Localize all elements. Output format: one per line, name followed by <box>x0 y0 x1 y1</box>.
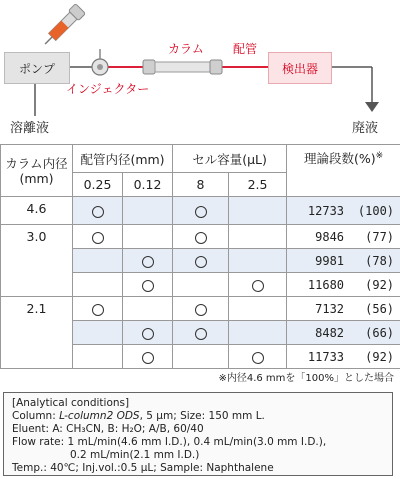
cell-plate-number <box>287 297 400 321</box>
hplc-flow-diagram <box>0 0 400 142</box>
circle-mark-icon <box>195 328 207 340</box>
row-column-id: 3.0 <box>1 225 73 297</box>
table-body <box>1 197 400 369</box>
cell-p025 <box>73 297 123 321</box>
cell-plate-number <box>287 345 400 369</box>
eluent-label: 溶離液 <box>10 121 50 136</box>
column-label: カラム <box>168 42 204 56</box>
header-plate-number <box>287 145 400 197</box>
circle-mark-icon <box>142 256 154 268</box>
syringe-icon <box>40 4 85 49</box>
cell-c8 <box>173 345 229 369</box>
cell-plate-number <box>287 273 400 297</box>
plate-number-percent: (78) <box>365 253 395 268</box>
cell-p025 <box>73 225 123 249</box>
cell-c25 <box>229 321 287 345</box>
detector-label: 検出器 <box>281 61 318 76</box>
pump-label: ポンプ <box>18 61 55 76</box>
analytical-conditions-box <box>3 392 393 476</box>
plate-number-percent: (92) <box>365 277 395 292</box>
row-column-id: 2.1 <box>1 297 73 369</box>
cell-plate-number <box>287 197 400 225</box>
cell-c8 <box>173 225 229 249</box>
cell-plate-number <box>287 225 400 249</box>
circle-mark-icon <box>92 206 104 218</box>
plate-number-percent: (66) <box>365 325 395 340</box>
table-row <box>1 297 400 321</box>
cell-p012 <box>123 273 173 297</box>
subheader-cell-8: 8 <box>173 173 229 197</box>
cell-p012 <box>123 321 173 345</box>
table-row <box>1 225 400 249</box>
conditions-column-prefix: Column: <box>12 410 60 422</box>
plate-number-value: 8482 <box>315 325 345 340</box>
plate-number-percent: (92) <box>365 349 395 364</box>
conditions-column-suffix: , 5 μm; Size: 150 mm L. <box>139 410 265 422</box>
circle-mark-icon <box>92 232 104 244</box>
header-cell-volume-label: セル容量(μL) <box>192 151 267 167</box>
header-cell-volume <box>173 145 287 173</box>
subheader-pipe-012: 0.12 <box>123 173 173 197</box>
subheader-pipe-025: 0.25 <box>73 173 123 197</box>
plate-number-percent: (77) <box>365 229 395 244</box>
cell-c8 <box>173 273 229 297</box>
plate-number-value: 12733 <box>307 203 345 218</box>
cell-p025 <box>73 321 123 345</box>
circle-mark-icon <box>92 304 104 316</box>
circle-mark-icon <box>195 232 207 244</box>
pump-box <box>4 52 70 84</box>
plate-number-table <box>0 144 400 369</box>
circle-mark-icon <box>252 280 264 292</box>
row-column-id: 4.6 <box>1 197 73 225</box>
header-column-id <box>1 145 73 197</box>
injector-valve-icon <box>92 49 108 75</box>
header-column-id-label: カラム内径 (mm) <box>5 155 68 186</box>
cell-c25 <box>229 273 287 297</box>
cell-p012 <box>123 249 173 273</box>
header-plate-number-label: 理論段数(%) <box>303 151 376 166</box>
conditions-eluent: Eluent: A: CH₃CN, B: H₂O; A/B, 60/40 <box>12 423 204 435</box>
circle-mark-icon <box>252 352 264 364</box>
conditions-column-name: L-column2 ODS <box>59 410 140 422</box>
conditions-column <box>12 410 384 423</box>
plate-number-percent: (56) <box>365 301 395 316</box>
table-row <box>1 197 400 225</box>
cell-c8 <box>173 321 229 345</box>
conditions-temp: Temp.: 40℃; Inj.vol.:0.5 μL; Sample: Naphthalene <box>12 462 274 474</box>
column-icon <box>143 60 222 74</box>
circle-mark-icon <box>195 206 207 218</box>
cell-p025 <box>73 345 123 369</box>
table-footnote: ※内径4.6 mmを「100%」とした場合 <box>218 373 394 384</box>
cell-plate-number <box>287 321 400 345</box>
cell-plate-number <box>287 249 400 273</box>
plate-number-percent: (100) <box>357 203 395 218</box>
circle-mark-icon <box>142 352 154 364</box>
cell-p025 <box>73 197 123 225</box>
circle-mark-icon <box>195 304 207 316</box>
header-pipe-id: 配管内径(mm) <box>73 145 173 173</box>
plate-number-value: 9846 <box>315 229 345 244</box>
plate-number-value: 11733 <box>307 349 345 364</box>
conditions-flow-2: 0.2 mL/min(2.1 mm I.D.) <box>70 449 200 461</box>
cell-c25 <box>229 297 287 321</box>
detector-box <box>268 52 332 84</box>
cell-c8 <box>173 197 229 225</box>
cell-c25 <box>229 345 287 369</box>
header-plate-number-mark: ※ <box>375 150 384 161</box>
subheader-cell-25: 2.5 <box>229 173 287 197</box>
injector-label: インジェクター <box>66 82 150 96</box>
plate-number-value: 9981 <box>315 253 345 268</box>
cell-p025 <box>73 249 123 273</box>
cell-p012 <box>123 297 173 321</box>
cell-c8 <box>173 297 229 321</box>
piping-label: 配管 <box>233 42 258 56</box>
waste-label: 廃液 <box>352 121 379 136</box>
circle-mark-icon <box>142 280 154 292</box>
cell-c25 <box>229 197 287 225</box>
cell-c25 <box>229 249 287 273</box>
waste-arrow-icon <box>365 102 379 112</box>
cell-p012 <box>123 225 173 249</box>
conditions-title: [Analytical conditions] <box>12 397 130 409</box>
plate-number-value: 7132 <box>315 301 345 316</box>
cell-p012 <box>123 345 173 369</box>
circle-mark-icon <box>195 256 207 268</box>
circle-mark-icon <box>142 328 154 340</box>
cell-c25 <box>229 225 287 249</box>
cell-c8 <box>173 249 229 273</box>
cell-p012 <box>123 197 173 225</box>
plate-number-value: 11680 <box>307 277 345 292</box>
cell-p025 <box>73 273 123 297</box>
conditions-flow-1: Flow rate: 1 mL/min(4.6 mm I.D.), 0.4 mL/min(3.0 mm I.D.), <box>12 436 327 448</box>
